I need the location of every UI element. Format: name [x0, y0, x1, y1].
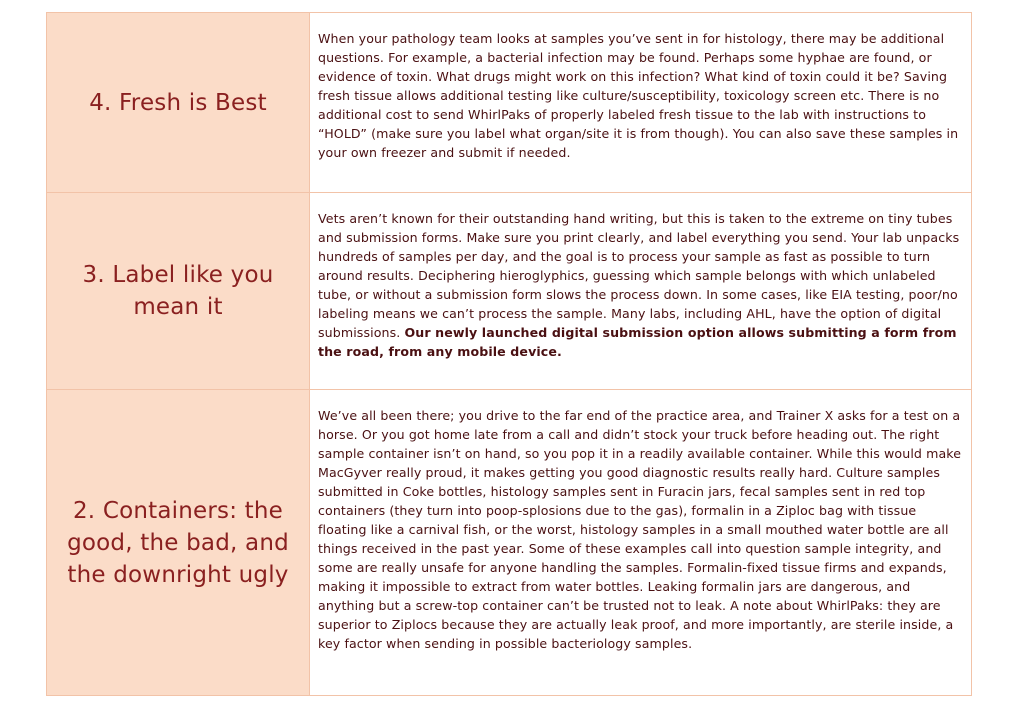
tip-title-cell	[47, 13, 310, 192]
tip-title: 4. Fresh is Best	[89, 89, 267, 116]
tip-body-cell	[310, 13, 971, 192]
tip-row	[47, 13, 971, 192]
tip-title-cell	[47, 193, 310, 389]
tip-body-cell	[310, 193, 971, 389]
tip-title-cell	[47, 390, 310, 695]
tip-body-text: When your pathology team looks at samples you’ve sent in for histology, there may be additional questions. For example, a bacterial infection may be found. Perhaps some hyphae are found, or evidence of toxin. What drugs might work on this infection? What kind of toxin could it be? Saving fresh tissue allows additional testing like culture/susceptibility, toxicology screen etc. There is no additional cost to send WhirlPaks of properly labeled fresh tissue to the lab with instructions to “HOLD” (make sure you label what organ/site it is from though). You can also save these samples in your own freezer and submit if needed.	[318, 31, 959, 160]
tip-title: 2. Containers: the good, the bad, and the downright ugly	[67, 497, 289, 588]
tip-row	[47, 192, 971, 389]
digital-submission-highlight: Our newly launched digital submission option allows submitting a form from the road, from any mobile device.	[318, 325, 957, 359]
tip-row	[47, 389, 971, 695]
tip-body-cell	[310, 390, 971, 695]
tip-title: 3. Label like you mean it	[82, 262, 274, 320]
tip-body-text: Vets aren’t known for their outstanding hand writing, but this is taken to the extreme on tiny tubes and submission forms. Make sure you print clearly, and label everything you send. Your lab unpacks hundreds of samples per day, and the goal is to process your sample as fast as possible to turn around results. Deciphering hieroglyphics, guessing which sample belongs with which unlabeled tube, or without a submission form slows the process down. In some cases, like EIA testing, poor/no labeling means we can’t process the sample. Many labs, including AHL, have the option of digital submissions.	[318, 211, 960, 340]
tips-table	[46, 12, 972, 696]
tip-body-paragraph	[318, 209, 965, 361]
tip-body-text: We’ve all been there; you drive to the far end of the practice area, and Trainer X asks for a test on a horse. Or you got home late from a call and didn’t stock your truck before heading out. The right sample container isn’t on hand, so you pop it in a readily available container. While this would make MacGyver really proud, it makes getting you good diagnostic results really hard. Culture samples submitted in Coke bottles, histology samples sent in Furacin jars, fecal samples sent in red top containers (they turn into poop-splosions due to the gas), formalin in a Ziploc bag with tissue floating like a carnival fish, or the worst, histology samples in a small mouthed water bottle are all things received in the past year. Some of these examples call into question sample integrity, and some are really unsafe for anyone handling the samples. Formalin-fixed tissue firms and expands, making it impossible to extract from water bottles. Leaking formalin jars are dangerous, and anything but a screw-top container can’t be trusted not to leak. A note about WhirlPaks: they are superior to Ziplocs because they are actually leak proof, and more importantly, are sterile inside, a key factor when sending in possible bacteriology samples.	[318, 408, 962, 651]
